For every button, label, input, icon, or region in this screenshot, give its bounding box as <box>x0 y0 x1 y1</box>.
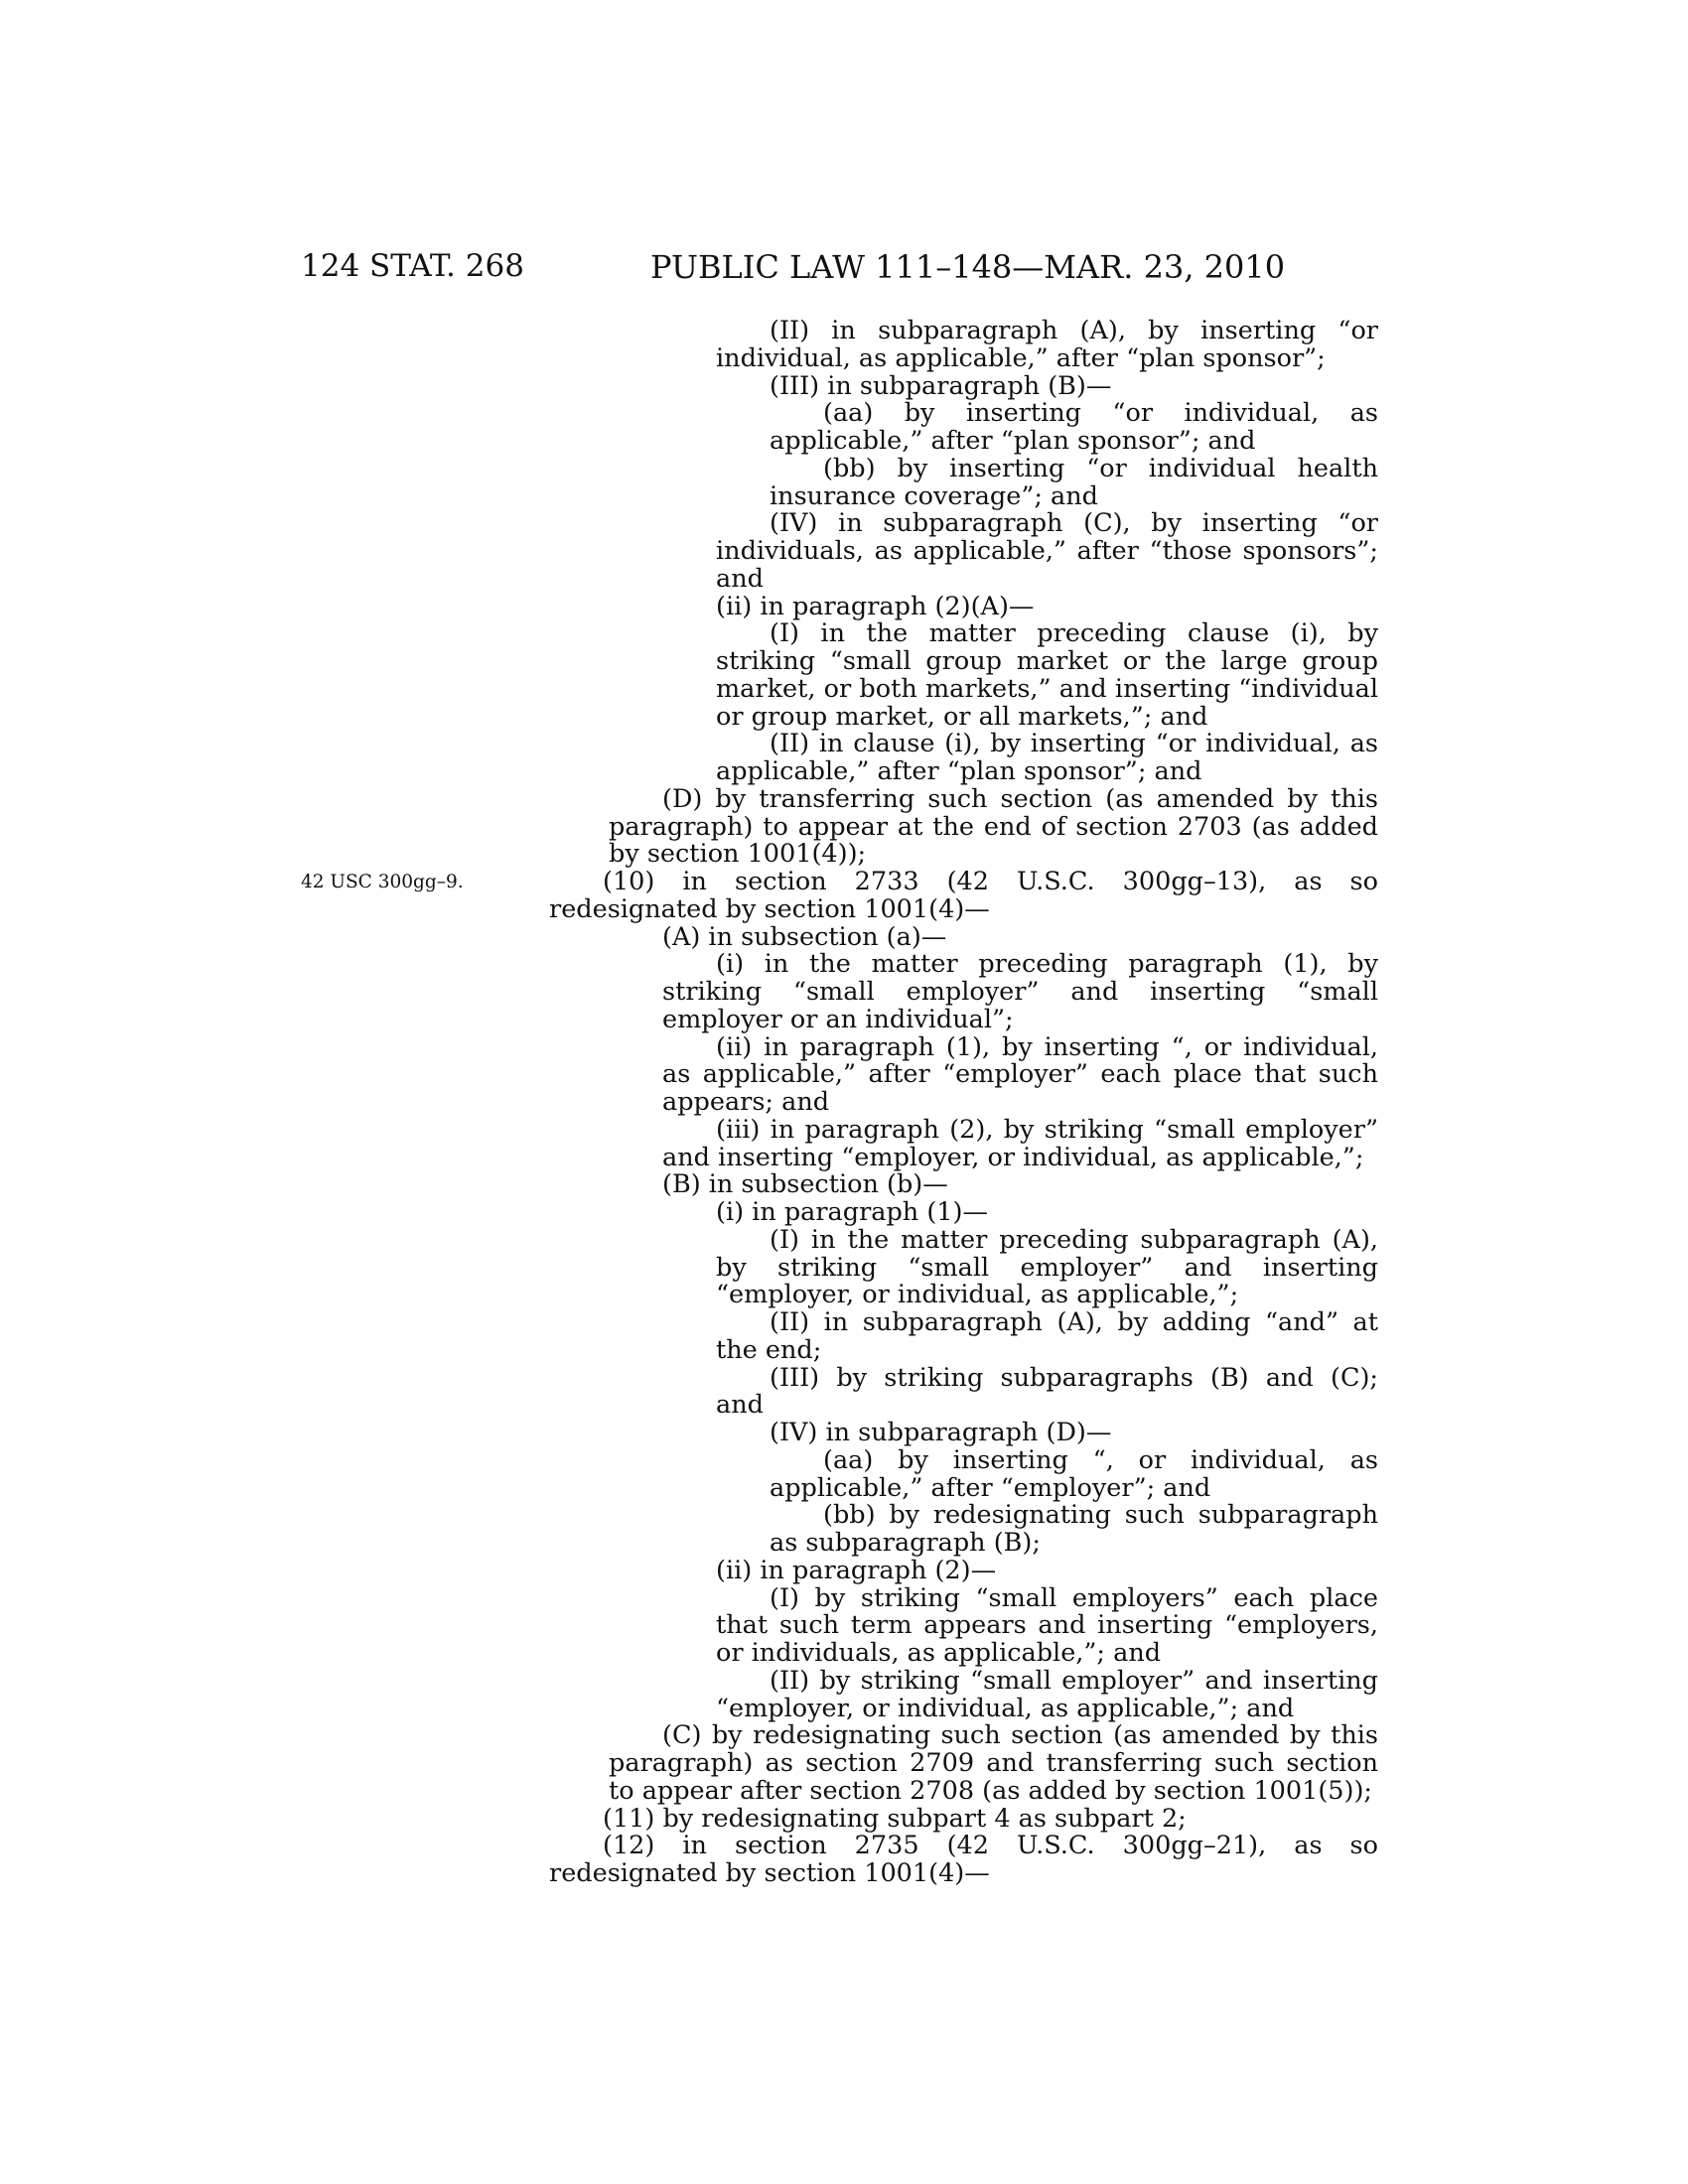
paragraph: (C) by redesignating such section (as amended by this paragraph) as section 2709 and transferring such section to appear after section 2708 (as added by section 1001(5)); <box>609 1720 1378 1806</box>
statute-text <box>549 318 1378 1888</box>
paragraph: (IV) in subparagraph (D)— <box>770 1418 1112 1447</box>
paragraph: (aa) by inserting “, or individual, as applicable,” after “employer”; and <box>770 1444 1378 1503</box>
paragraph: (II) by striking “small employer” and inserting “employer, or individual, as applicable,”; and <box>716 1665 1378 1723</box>
paragraph: (12) in section 2735 (42 U.S.C. 300gg–21), as so redesignated by section 1001(4)— <box>549 1831 1378 1888</box>
paragraph: (III) by striking subparagraphs (B) and (C); and <box>716 1362 1378 1421</box>
paragraph: (bb) by inserting “or individual health insurance coverage”; and <box>770 453 1378 511</box>
paragraph: (I) in the matter preceding subparagraph (A), by striking “small employer” and inserting “employer, or individual, as applicable,”; <box>716 1224 1378 1310</box>
paragraph: (I) in the matter preceding clause (i), by striking “small group market or the large group market, or both markets,” and inserting “individual or group market, or all markets,”; and <box>716 618 1378 732</box>
page-header <box>0 248 1688 288</box>
paragraph: (I) by striking “small employers” each place that such term appears and inserting “employers, or individuals, as applicable,”; and <box>716 1582 1378 1668</box>
statute-page-number: 124 STAT. 268 <box>301 248 524 284</box>
paragraph: (10) in section 2733 (42 U.S.C. 300gg–13), as so redesignated by section 1001(4)— <box>549 867 1378 924</box>
paragraph: (i) in the matter preceding paragraph (1), by striking “small employer” and inserting “small employer or an individual”; <box>662 949 1378 1034</box>
paragraph: (ii) in paragraph (1), by inserting “, or individual, as applicable,” after “employer” each place that such appears; and <box>662 1031 1378 1117</box>
margin-citation-note: 42 USC 300gg–9. <box>301 872 464 892</box>
paragraph: (A) in subsection (a)— <box>662 921 947 952</box>
paragraph: (III) in subparagraph (B)— <box>770 370 1112 401</box>
paragraph: (ii) in paragraph (2)(A)— <box>716 591 1035 621</box>
paragraph: (ii) in paragraph (2)— <box>716 1555 997 1585</box>
paragraph: (II) in subparagraph (A), by inserting “or individual, as applicable,” after “plan sponsor”; <box>716 316 1378 373</box>
paragraph: (D) by transferring such section (as amended by this paragraph) to appear at the end of section 2703 (as added by section 1001(4)); <box>609 783 1378 870</box>
paragraph: (IV) in subparagraph (C), by inserting “or individuals, as applicable,” after “those sponsors”; and <box>716 508 1378 594</box>
paragraph: (B) in subsection (b)— <box>662 1169 948 1200</box>
paragraph: (i) in paragraph (1)— <box>716 1197 988 1227</box>
law-title: PUBLIC LAW 111–148—MAR. 23, 2010 <box>650 248 1286 286</box>
paragraph: (iii) in paragraph (2), by striking “small employer” and inserting “employer, or individual, as applicable,”; <box>662 1114 1378 1172</box>
paragraph: (II) in clause (i), by inserting “or individual, as applicable,” after “plan sponsor”; and <box>716 729 1378 786</box>
paragraph: (11) by redesignating subpart 4 as subpart 2; <box>603 1803 1187 1834</box>
paragraph: (II) in subparagraph (A), by adding “and” at the end; <box>716 1307 1378 1365</box>
paragraph: (bb) by redesignating such subparagraph as subparagraph (B); <box>770 1500 1378 1558</box>
paragraph: (aa) by inserting “or individual, as applicable,” after “plan sponsor”; and <box>770 398 1378 456</box>
